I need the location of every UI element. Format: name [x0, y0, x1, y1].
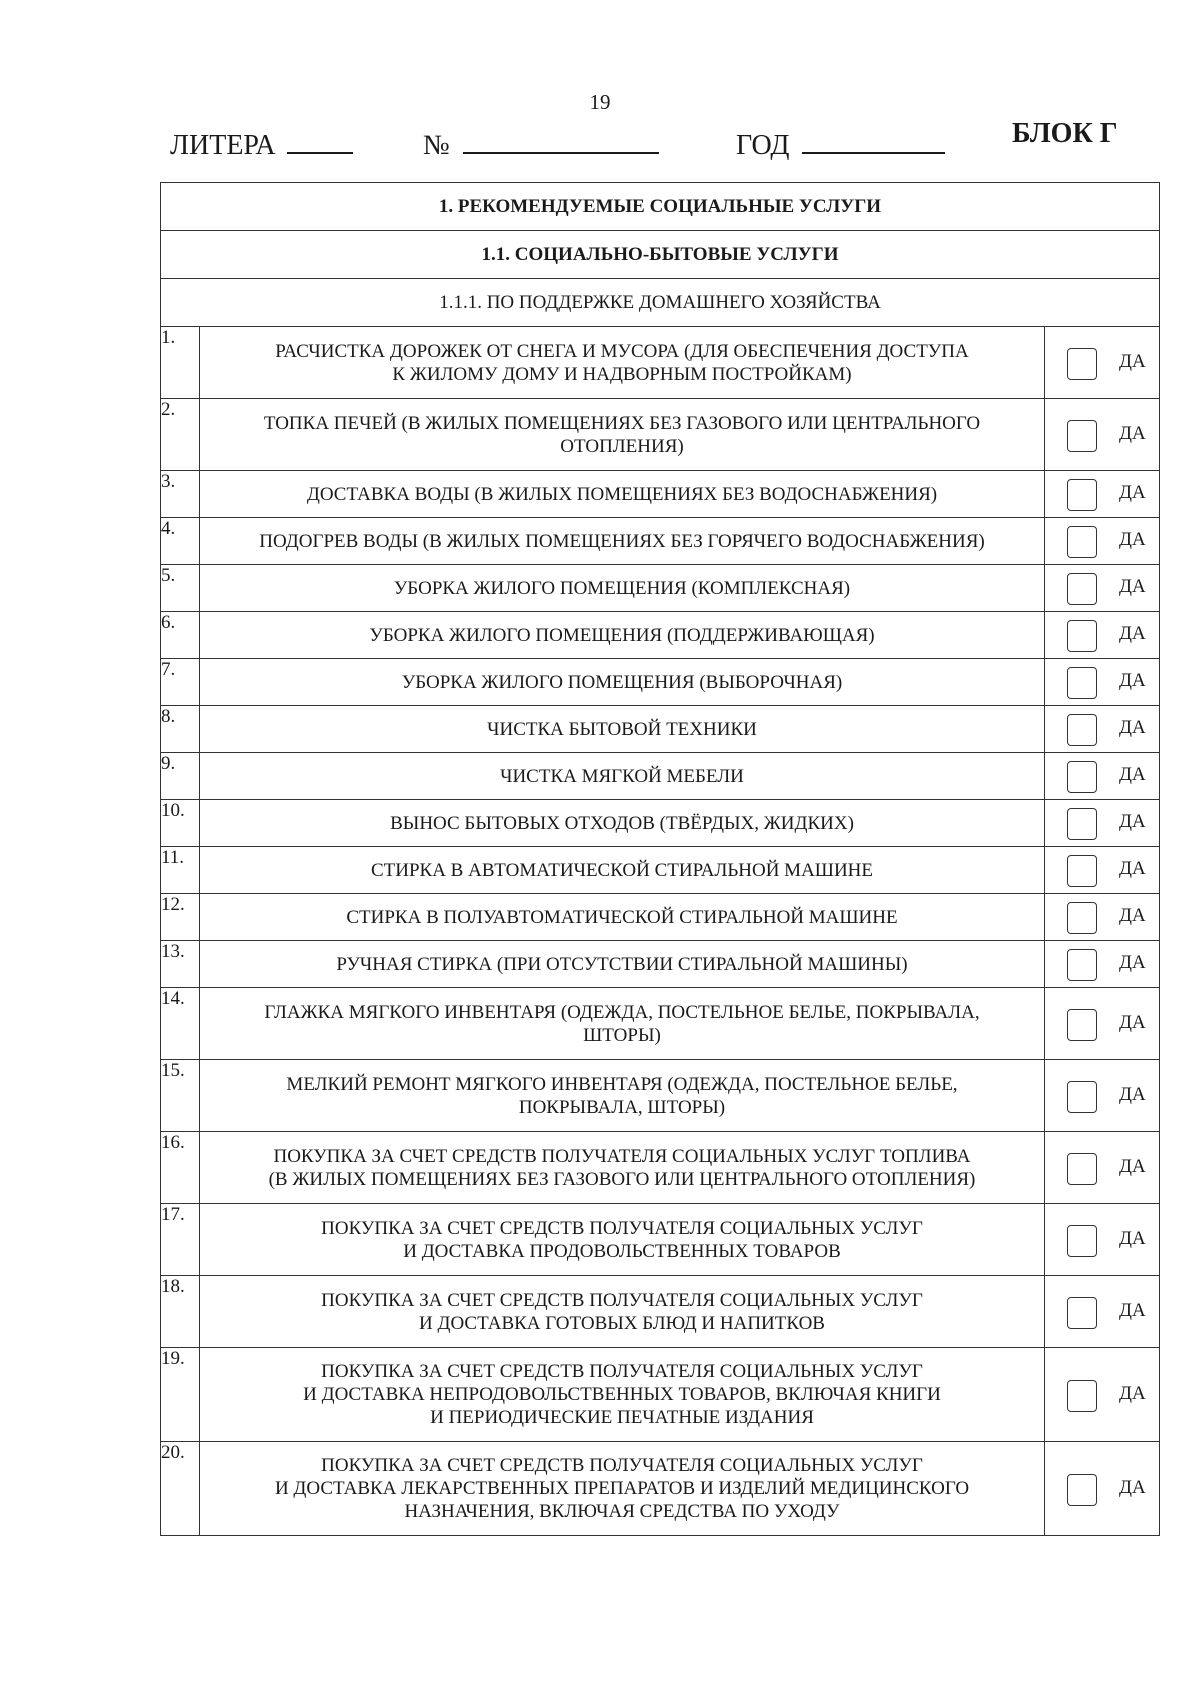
service-description: [200, 327, 1045, 399]
service-description: [200, 1060, 1045, 1132]
service-description: [200, 1442, 1045, 1536]
yes-checkbox[interactable]: [1067, 420, 1097, 452]
service-description: [200, 471, 1045, 518]
service-description-line: ОТОПЛЕНИЯ): [560, 435, 684, 457]
service-yes-cell: [1045, 941, 1160, 988]
service-description: [200, 1348, 1045, 1442]
services-table: [160, 182, 1160, 1536]
service-description-line: И ДОСТАВКА НЕПРОДОВОЛЬСТВЕННЫХ ТОВАРОВ, ВКЛЮЧАЯ КНИГИ: [303, 1384, 941, 1405]
service-yes-cell: [1045, 1204, 1160, 1276]
service-description: [200, 753, 1045, 800]
service-description-line: СТИРКА В ПОЛУАВТОМАТИЧЕСКОЙ СТИРАЛЬНОЙ МАШИНЕ: [346, 906, 898, 928]
number-blank[interactable]: [463, 128, 659, 154]
service-number: 16.: [161, 1132, 200, 1204]
section-title: 1. РЕКОМЕНДУЕМЫЕ СОЦИАЛЬНЫЕ УСЛУГИ: [161, 183, 1160, 231]
yes-label: ДА: [1119, 1083, 1146, 1105]
service-number: 1.: [161, 327, 200, 399]
yes-checkbox[interactable]: [1067, 620, 1097, 652]
yes-checkbox[interactable]: [1067, 348, 1097, 380]
service-yes-cell: [1045, 659, 1160, 706]
service-yes-cell: [1045, 399, 1160, 471]
service-description: [200, 706, 1045, 753]
service-description-line: ДОСТАВКА ВОДЫ (В ЖИЛЫХ ПОМЕЩЕНИЯХ БЕЗ ВОДОСНАБЖЕНИЯ): [306, 483, 938, 505]
yes-label: ДА: [1119, 1227, 1146, 1249]
service-description: [200, 988, 1045, 1060]
service-number: 3.: [161, 471, 200, 518]
service-number: 10.: [161, 800, 200, 847]
page-number: 19: [589, 90, 611, 114]
service-number: 13.: [161, 941, 200, 988]
yes-label: ДА: [1119, 350, 1146, 372]
service-description-line: ГЛАЖКА МЯГКОГО ИНВЕНТАРЯ (ОДЕЖДА, ПОСТЕЛЬНОЕ БЕЛЬЕ, ПОКРЫВАЛА,: [264, 1001, 980, 1023]
yes-checkbox[interactable]: [1067, 855, 1097, 887]
service-description-line: И ДОСТАВКА ЛЕКАРСТВЕННЫХ ПРЕПАРАТОВ И ИЗДЕЛИЙ МЕДИЦИНСКОГО: [274, 1478, 970, 1499]
yes-label: ДА: [1119, 623, 1146, 644]
service-row: [161, 753, 1160, 800]
number-field: [423, 128, 659, 162]
service-description-line: ВЫНОС БЫТОВЫХ ОТХОДОВ (ТВЁРДЫХ, ЖИДКИХ): [390, 812, 854, 834]
yes-label: ДА: [1119, 1382, 1146, 1404]
yes-label: ДА: [1119, 811, 1146, 832]
yes-checkbox[interactable]: [1067, 1153, 1097, 1185]
yes-label: ДА: [1119, 576, 1146, 597]
yes-checkbox[interactable]: [1067, 1474, 1097, 1506]
service-description-line: УБОРКА ЖИЛОГО ПОМЕЩЕНИЯ (КОМПЛЕКСНАЯ): [393, 577, 851, 599]
service-row: [161, 1348, 1160, 1442]
service-number: 11.: [161, 847, 200, 894]
service-row: [161, 894, 1160, 941]
service-row: [161, 612, 1160, 659]
service-number: 14.: [161, 988, 200, 1060]
yes-checkbox[interactable]: [1067, 902, 1097, 934]
yes-label: ДА: [1119, 905, 1146, 926]
litera-label: ЛИТЕРА: [170, 130, 276, 161]
service-description-line: И ДОСТАВКА ГОТОВЫХ БЛЮД И НАПИТКОВ: [419, 1312, 825, 1334]
service-description-line: МЕЛКИЙ РЕМОНТ МЯГКОГО ИНВЕНТАРЯ (ОДЕЖДА, ПОСТЕЛЬНОЕ БЕЛЬЕ,: [286, 1073, 958, 1095]
year-field: [736, 128, 945, 162]
service-description-line: СТИРКА В АВТОМАТИЧЕСКОЙ СТИРАЛЬНОЙ МАШИНЕ: [370, 859, 874, 881]
service-yes-cell: [1045, 1276, 1160, 1348]
service-number: 7.: [161, 659, 200, 706]
service-description-line: ПОКУПКА ЗА СЧЕТ СРЕДСТВ ПОЛУЧАТЕЛЯ СОЦИАЛЬНЫХ УСЛУГ ТОПЛИВА: [273, 1145, 971, 1167]
section-row: [161, 183, 1160, 231]
service-description-line: ПОКУПКА ЗА СЧЕТ СРЕДСТВ ПОЛУЧАТЕЛЯ СОЦИАЛЬНЫХ УСЛУГ: [321, 1455, 923, 1476]
subsection-title: 1.1. СОЦИАЛЬНО-БЫТОВЫЕ УСЛУГИ: [161, 231, 1160, 279]
service-yes-cell: [1045, 471, 1160, 518]
service-yes-cell: [1045, 894, 1160, 941]
yes-label: ДА: [1119, 670, 1146, 691]
service-description: [200, 894, 1045, 941]
service-yes-cell: [1045, 988, 1160, 1060]
block-label: БЛОК Г: [1012, 118, 1118, 149]
service-yes-cell: [1045, 612, 1160, 659]
service-number: 19.: [161, 1348, 200, 1442]
yes-label: ДА: [1119, 952, 1146, 973]
service-description-line: ПОДОГРЕВ ВОДЫ (В ЖИЛЫХ ПОМЕЩЕНИЯХ БЕЗ ГОРЯЧЕГО ВОДОСНАБЖЕНИЯ): [259, 530, 985, 552]
service-row: [161, 565, 1160, 612]
yes-checkbox[interactable]: [1067, 526, 1097, 558]
yes-checkbox[interactable]: [1067, 667, 1097, 699]
service-yes-cell: [1045, 706, 1160, 753]
service-description: [200, 1132, 1045, 1204]
yes-label: ДА: [1119, 529, 1146, 550]
service-row: [161, 988, 1160, 1060]
service-description-line: И ДОСТАВКА ПРОДОВОЛЬСТВЕННЫХ ТОВАРОВ: [403, 1240, 841, 1262]
yes-checkbox[interactable]: [1067, 1297, 1097, 1329]
service-yes-cell: [1045, 1060, 1160, 1132]
service-row: [161, 706, 1160, 753]
yes-checkbox[interactable]: [1067, 1225, 1097, 1257]
yes-label: ДА: [1119, 764, 1146, 785]
service-yes-cell: [1045, 1348, 1160, 1442]
yes-checkbox[interactable]: [1067, 808, 1097, 840]
service-row: [161, 471, 1160, 518]
subsubsection-title: 1.1.1. ПО ПОДДЕРЖКЕ ДОМАШНЕГО ХОЗЯЙСТВА: [161, 279, 1160, 327]
service-number: 9.: [161, 753, 200, 800]
service-row: [161, 518, 1160, 565]
service-row: [161, 1442, 1160, 1536]
service-row: [161, 847, 1160, 894]
service-description: [200, 399, 1045, 471]
service-number: 5.: [161, 565, 200, 612]
service-description-line: ТОПКА ПЕЧЕЙ (В ЖИЛЫХ ПОМЕЩЕНИЯХ БЕЗ ГАЗОВОГО ИЛИ ЦЕНТРАЛЬНОГО: [263, 412, 981, 434]
service-description: [200, 518, 1045, 565]
year-blank[interactable]: [802, 128, 945, 154]
yes-label: ДА: [1119, 858, 1146, 879]
service-yes-cell: [1045, 800, 1160, 847]
service-row: [161, 800, 1160, 847]
service-description-line: (В ЖИЛЫХ ПОМЕЩЕНИЯХ БЕЗ ГАЗОВОГО ИЛИ ЦЕНТРАЛЬНОГО ОТОПЛЕНИЯ): [268, 1168, 976, 1190]
service-row: [161, 659, 1160, 706]
service-number: 2.: [161, 399, 200, 471]
service-description-line: НАЗНАЧЕНИЯ, ВКЛЮЧАЯ СРЕДСТВА ПО УХОДУ: [404, 1501, 840, 1522]
service-description-line: ПОКУПКА ЗА СЧЕТ СРЕДСТВ ПОЛУЧАТЕЛЯ СОЦИАЛЬНЫХ УСЛУГ: [321, 1361, 923, 1382]
service-yes-cell: [1045, 1442, 1160, 1536]
service-description: [200, 941, 1045, 988]
service-number: 12.: [161, 894, 200, 941]
service-number: 17.: [161, 1204, 200, 1276]
yes-checkbox[interactable]: [1067, 1380, 1097, 1412]
service-description-line: ЧИСТКА БЫТОВОЙ ТЕХНИКИ: [487, 718, 757, 740]
service-number: 18.: [161, 1276, 200, 1348]
yes-label: ДА: [1119, 1476, 1146, 1498]
service-description: [200, 659, 1045, 706]
service-description: [200, 565, 1045, 612]
yes-checkbox[interactable]: [1067, 573, 1097, 605]
service-description: [200, 612, 1045, 659]
yes-checkbox[interactable]: [1067, 714, 1097, 746]
number-label: №: [423, 130, 450, 161]
service-description-line: РАСЧИСТКА ДОРОЖЕК ОТ СНЕГА И МУСОРА (ДЛЯ ОБЕСПЕЧЕНИЯ ДОСТУПА: [275, 340, 969, 362]
service-row: [161, 1132, 1160, 1204]
service-row: [161, 1276, 1160, 1348]
yes-label: ДА: [1119, 1155, 1146, 1177]
service-yes-cell: [1045, 565, 1160, 612]
service-yes-cell: [1045, 753, 1160, 800]
service-row: [161, 1204, 1160, 1276]
yes-label: ДА: [1119, 482, 1146, 503]
service-row: [161, 327, 1160, 399]
service-description-line: УБОРКА ЖИЛОГО ПОМЕЩЕНИЯ (ВЫБОРОЧНАЯ): [401, 671, 843, 693]
service-yes-cell: [1045, 1132, 1160, 1204]
service-description-line: ШТОРЫ): [583, 1024, 661, 1046]
service-number: 6.: [161, 612, 200, 659]
service-description-line: И ПЕРИОДИЧЕСКИЕ ПЕЧАТНЫЕ ИЗДАНИЯ: [430, 1407, 814, 1428]
service-yes-cell: [1045, 518, 1160, 565]
service-description-line: ЧИСТКА МЯГКОЙ МЕБЕЛИ: [500, 765, 744, 787]
subsection-row: [161, 231, 1160, 279]
yes-checkbox[interactable]: [1067, 1081, 1097, 1113]
yes-checkbox[interactable]: [1067, 949, 1097, 981]
yes-label: ДА: [1119, 1011, 1146, 1033]
service-number: 4.: [161, 518, 200, 565]
service-description: [200, 800, 1045, 847]
service-yes-cell: [1045, 847, 1160, 894]
subsubsection-row: [161, 279, 1160, 327]
service-number: 15.: [161, 1060, 200, 1132]
service-row: [161, 941, 1160, 988]
yes-checkbox[interactable]: [1067, 761, 1097, 793]
service-number: 8.: [161, 706, 200, 753]
yes-checkbox[interactable]: [1067, 479, 1097, 511]
service-description-line: ПОКРЫВАЛА, ШТОРЫ): [518, 1096, 726, 1118]
service-description-line: ПОКУПКА ЗА СЧЕТ СРЕДСТВ ПОЛУЧАТЕЛЯ СОЦИАЛЬНЫХ УСЛУГ: [321, 1289, 923, 1311]
yes-label: ДА: [1119, 1299, 1146, 1321]
service-number: 20.: [161, 1442, 200, 1536]
yes-label: ДА: [1119, 422, 1146, 444]
yes-label: ДА: [1119, 717, 1146, 738]
litera-field: [170, 128, 353, 162]
service-description: [200, 1276, 1045, 1348]
service-row: [161, 1060, 1160, 1132]
service-description-line: РУЧНАЯ СТИРКА (ПРИ ОТСУТСТВИИ СТИРАЛЬНОЙ МАШИНЫ): [336, 953, 908, 975]
yes-checkbox[interactable]: [1067, 1009, 1097, 1041]
service-description: [200, 847, 1045, 894]
service-row: [161, 399, 1160, 471]
service-description-line: ПОКУПКА ЗА СЧЕТ СРЕДСТВ ПОЛУЧАТЕЛЯ СОЦИАЛЬНЫХ УСЛУГ: [321, 1217, 923, 1239]
year-label: ГОД: [736, 130, 790, 161]
service-description-line: УБОРКА ЖИЛОГО ПОМЕЩЕНИЯ (ПОДДЕРЖИВАЮЩАЯ): [369, 624, 875, 646]
service-description: [200, 1204, 1045, 1276]
litera-blank[interactable]: [287, 128, 353, 154]
service-yes-cell: [1045, 327, 1160, 399]
service-description-line: К ЖИЛОМУ ДОМУ И НАДВОРНЫМ ПОСТРОЙКАМ): [392, 363, 852, 385]
